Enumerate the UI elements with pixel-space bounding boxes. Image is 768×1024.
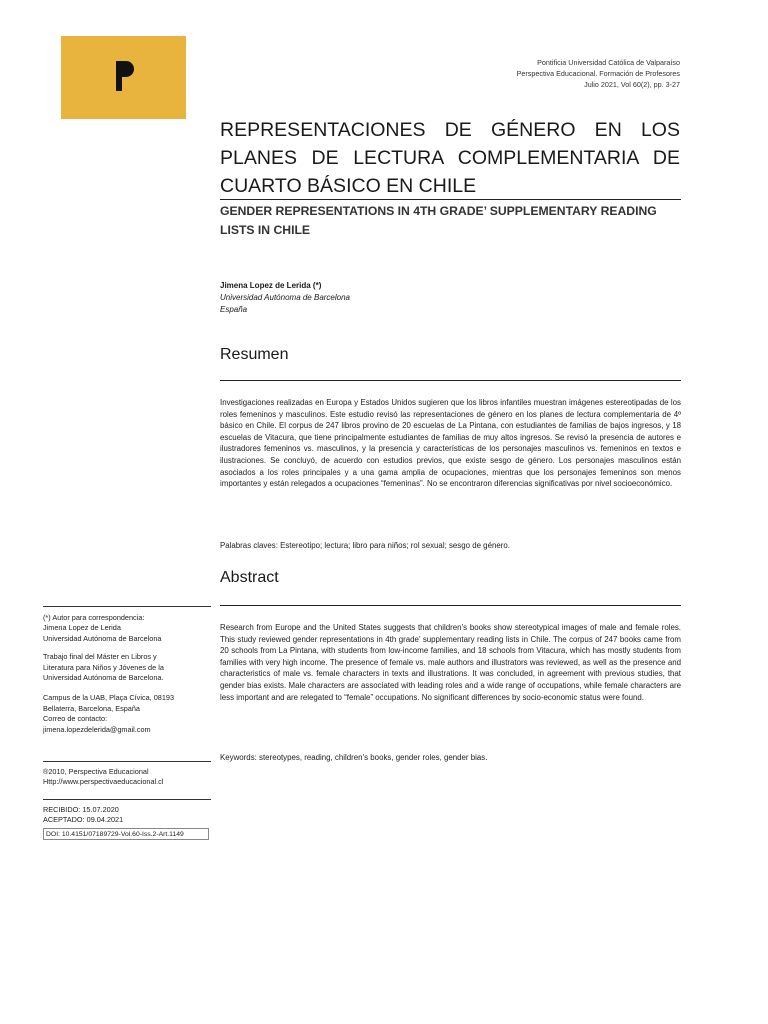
abstract-keywords-list: stereotypes, reading, children’s books, gender roles, gender bias. xyxy=(256,753,488,762)
sidebar-top-divider xyxy=(43,606,211,607)
journal-logo xyxy=(61,36,186,119)
dates-block xyxy=(43,805,211,826)
author-affiliation: Universidad Autónoma de Barcelona xyxy=(220,293,351,302)
abstract-keywords-label: Keywords: xyxy=(220,753,257,762)
correspondence-label: (*) Autor para correspondencia: xyxy=(43,613,145,622)
received-date: RECIBIDO: 15.07.2020 xyxy=(43,805,119,814)
resumen-keywords-label: Palabras claves: xyxy=(220,541,278,550)
accepted-date: ACEPTADO: 09.04.2021 xyxy=(43,815,124,825)
address-line-1: Campus de la UAB, Plaça Cívica, 08193 xyxy=(43,693,175,703)
abstract-heading: Abstract xyxy=(220,569,279,586)
sidebar-mid-divider xyxy=(43,761,211,762)
contact-email[interactable]: jimena.lopezdelerida@gmail.com xyxy=(43,724,151,734)
paper-subtitle: GENDER REPRESENTATIONS IN 4TH GRADE’ SUPPLEMENTARY READING LISTS IN CHILE xyxy=(220,204,657,237)
resumen-text: Investigaciones realizadas en Europa y Estados Unidos sugieren que los libros infantiles muestran imágenes estereotipadas de los roles femeninos y masculinos. Este estudio revisó las representaciones de género en los planes de lectura complementaria de 4º básico en Chile. El corpus de 247 libros provino de 20 escuelas de La Pintana, con estudiantes de familias de bajos ingresos, y 18 escuelas de Vitacura, que tiene principalmente estudiantes de familias de muy altos ingresos. Se revisó la presencia de autores e ilustradores femeninos vs. masculinos, y la presencia y características de los personajes masculinos vs. femeninos en textos e ilustraciones. Se concluyó, de acuerdo con estudios previos, que existe sesgo de género. Los personajes masculinos están asociados a los roles principales y a una gama amplia de ocupaciones, mientras que los personajes femeninos son menos importantes y están relegados a ocupaciones “femeninas”. No se encontraron diferencias significativas por nivel socioeconómico. xyxy=(220,398,681,489)
work-note-line-2: Literatura para Niños y Jóvenes de la xyxy=(43,662,164,672)
abstract-keywords xyxy=(220,752,681,763)
correspondence-block xyxy=(43,613,211,735)
copyright-block xyxy=(43,767,211,788)
p-letter-logo-icon xyxy=(115,59,135,93)
work-note-line-1: Trabajo final del Máster en Libros y xyxy=(43,652,157,662)
journal-institution: Pontificia Universidad Católica de Valparaíso xyxy=(537,58,680,67)
copyright-text: ®2010, Perspectiva Educacional xyxy=(43,767,149,776)
sidebar-bottom-divider xyxy=(43,799,211,800)
correspondence-name: Jimena Lopez de Lerida xyxy=(43,623,121,633)
contact-label: Correo de contacto: xyxy=(43,714,108,724)
resumen-heading: Resumen xyxy=(220,346,289,363)
journal-header xyxy=(517,57,680,90)
author-name: Jimena Lopez de Lerida (*) xyxy=(220,281,322,290)
resumen-divider xyxy=(220,380,681,381)
resumen-keywords-list: Estereotipo; lectura; libro para niños; rol sexual; sesgo de género. xyxy=(277,541,510,550)
author-block xyxy=(220,280,350,316)
author-country: España xyxy=(220,305,248,314)
resumen-keywords xyxy=(220,540,681,551)
journal-issue: Julio 2021, Vol 60(2), pp. 3-27 xyxy=(584,80,680,89)
correspondence-affiliation: Universidad Autónoma de Barcelona xyxy=(43,633,162,643)
paper-title: REPRESENTACIONES DE GÉNERO EN LOS PLANES DE LECTURA COMPLEMENTARIA DE CUARTO BÁSICO EN CHILE xyxy=(220,119,680,197)
journal-url[interactable]: Http://www.perspectivaeducacional.cl xyxy=(43,777,164,787)
abstract-text: Research from Europe and the United States suggests that children’s books show stereotypical images of male and female roles. This study reviewed gender representations in 4th grade’ supplementary reading lists in Chile. The corpus of 247 books came from 20 schools from La Pintana, with students from low-income families, and 18 schools from Vitacura, which has mostly students from families with very high income. The presence of female vs. male authors and illustrators was reviewed, as well as the presence and characteristics of male vs. female characters in texts and illustrations. It was concluded, in agreement with previous studies, that gender bias exists. Male characters are associated with leading roles and a wide range of occupations, while female characters are less important and are relegated to “female” occupations. No significant differences by socio-economic status were found. xyxy=(220,623,681,702)
title-divider xyxy=(220,199,681,200)
work-note-line-3: Universidad Autónoma de Barcelona. xyxy=(43,673,164,683)
journal-name: Perspectiva Educacional. Formación de Profesores xyxy=(516,69,680,78)
address-line-2: Bellaterra, Barcelona, España xyxy=(43,703,140,713)
doi-box: DOI: 10.4151/07189729-Vol.60-Iss.2-Art.1149 xyxy=(43,828,209,840)
abstract-divider xyxy=(220,605,681,606)
